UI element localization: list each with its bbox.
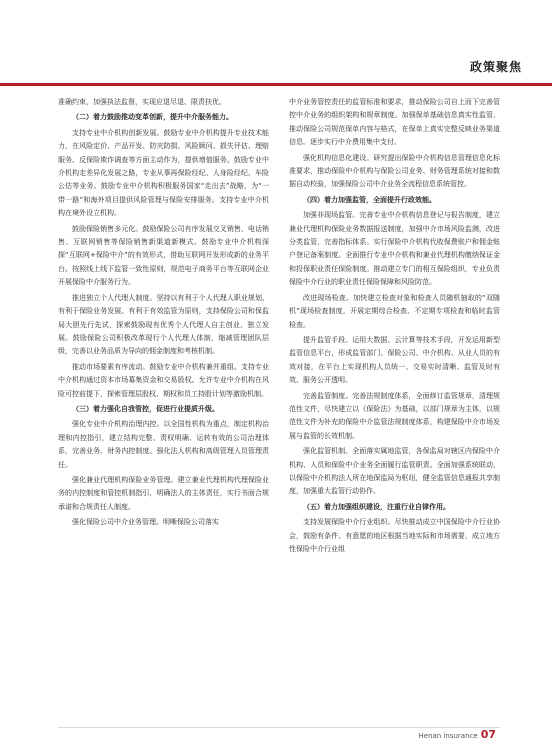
section-title: 政策聚焦 [469, 60, 522, 74]
paragraph: 推进独立个人代理人制度。坚持以有利于个人代理人职业规划、有利于保险业务发展、有利于有效监管为原则，支持保险公司和保监局大胆先行先试，探索鼓励现有优秀个人代理人自主创业、独立发展。鼓励保险公司积极改革现行个人代理人体制，缩减管理团队层级，完善以业务品质为导向的佣金制度和考核机制。 [58, 293, 269, 356]
paragraph: 支持专业中介机构创新发展。鼓励专业中介机构提升专业技术能力，在风险定价、产品开发、防灾防损、风险顾问、损失评估、理赔服务、反保险欺诈调查等方面主动作为，提供增值服务。鼓励专业中介机构走差异化发展之路，专业从事再保险经纪、人身险经纪、车险公估等业务。鼓励专业中介机构积极服务国家“走出去”战略，为“一带一路”和海外项目提供风险管理与保险安排服务。支持专业中介机构在境外设立机构。 [58, 128, 269, 218]
paragraph: 完善监管制度。完善法规制度体系，全面修订监管规章，清理规范性文件，尽快建立以《保险法》为基础，以部门规章为主体，以规范性文件为补充的保险中介监管法规制度体系，构建保险中介市场发展与监管的长效机制。 [289, 391, 500, 440]
paragraph: 中介业务管控责任的监管标准和要求，推动保险公司自上而下完善管控中介业务的组织架构和规章制度。加强保单基础信息真实性监管，推动保险公司规范保单内容与格式，在保单上真实完整反映业务渠道信息。逐步实行中介费用集中支付。 [289, 98, 500, 147]
paragraph: 支持发展保险中介行业组织。尽快推动成立中国保险中介行业协会，鼓励有条件、有意愿的地区根据当地实际和市场需要，成立地方性保险中介行业组 [289, 518, 500, 553]
paragraph: 改进现场检查。加快建立检查对象和检查人员随机抽取的“双随机”现场检查制度，开展定期综合检查、不定期专项检查和临时监管检查。 [289, 293, 500, 329]
paragraph: 提升监管手段。运用大数据、云计算等技术手段，开发运用新型监管信息平台，形成监管部门、保险公司、中介机构、从业人员的有效对接，在平台上实现机构人员统一、交易实时清晰、监管及时有效、服务公开透明。 [289, 335, 500, 385]
paragraph: 推动市场要素有序流动。鼓励专业中介机构兼并重组。支持专业中介机构通过资本市场募集资金和交易股权。允许专业中介机构在风险可控前提下，探索管理层股权、期权和员工持股计划等激励机制。 [58, 362, 269, 398]
left-column [58, 96, 269, 716]
article-body [58, 96, 500, 716]
paragraph: 鼓励保险销售多元化。鼓励保险公司有序发展交叉销售、电话销售、互联网销售等保险销售新渠道新模式。鼓励专业中介机构深探“互联网+保险中介”的有效形式，借助互联网开发形成新的业务平台。按照线上线下监管一致性原则，规范电子商务平台等互联网企业开展保险中介服务行为。 [58, 224, 269, 287]
paragraph: 强化专业中介机构治理内控。以全国性机构为重点，制定机构治理和内控指引，建立结构完整、责权明确、运转有效的公司治理体系，完善业务、财务内控制度。强化法人机构和高级管理人员管理责任。 [58, 420, 269, 469]
right-column [289, 96, 500, 716]
paragraph: 强化监管机制。全面落实属地监管，各保监局对辖区内保险中介机构、人员和保险中介业务全面履行监管职责。全面加强系统联动，以保险中介机构法人所在地保监局为枢纽，健全监管信息通报共享制度，加强重大监管行动协作。 [289, 447, 500, 496]
paragraph: 强化机构信息化建设。研究提出保险中介机构信息管理信息化标准要求，推动保险中介机构与保险公司业务、财务管理系统对接和数据自动校验，加强保险公司中介业务全流程信息系统管控。 [289, 153, 500, 189]
section-subheading: （五）着力加强组织建设，注重行业自律作用。 [303, 502, 450, 511]
paragraph: 强化兼业代理机构保险业务管理。建立兼业代理机构代理保险业务的内控制度和管控机制指引，明确法人的主体责任，实行书面合规承诺和合规责任人制度。 [58, 475, 269, 511]
header-red-rule [0, 83, 552, 86]
journal-name: Henan insurance [418, 732, 478, 740]
section-subheading: （二）着力鼓励推动变革创新，提升中介服务能力。 [72, 113, 233, 122]
paragraph: 强化保险公司中介业务管理。明晰保险公司落实 [72, 518, 219, 527]
page-number: 07 [480, 728, 496, 741]
page-footer [419, 728, 497, 741]
section-subheading: （四）着力加强监管，全面提升行政效能。 [303, 195, 436, 204]
paragraph: 加强非现场监管。完善专业中介机构信息登记与报告制度，建立兼业代理机构保险业务数据报送制度，加强中介市场风险监测，改进分类监管，完善指标体系。实行保险中介机构代收保费账户和佣金账户登记备案制度。全面推行专业中介机构和兼业代理机构缴纳保证金和投保职业责任保险制度。推动建立专门的相互保险组织，专业负责保险中介行业的职业责任保险保障和风险防范。 [289, 211, 500, 287]
section-subheading: （三）着力强化自我管控，促进行业提质升级。 [72, 404, 219, 413]
paragraph: 准确约束，加强执法监督，实现应退尽退、限责扶优。 [58, 98, 226, 106]
